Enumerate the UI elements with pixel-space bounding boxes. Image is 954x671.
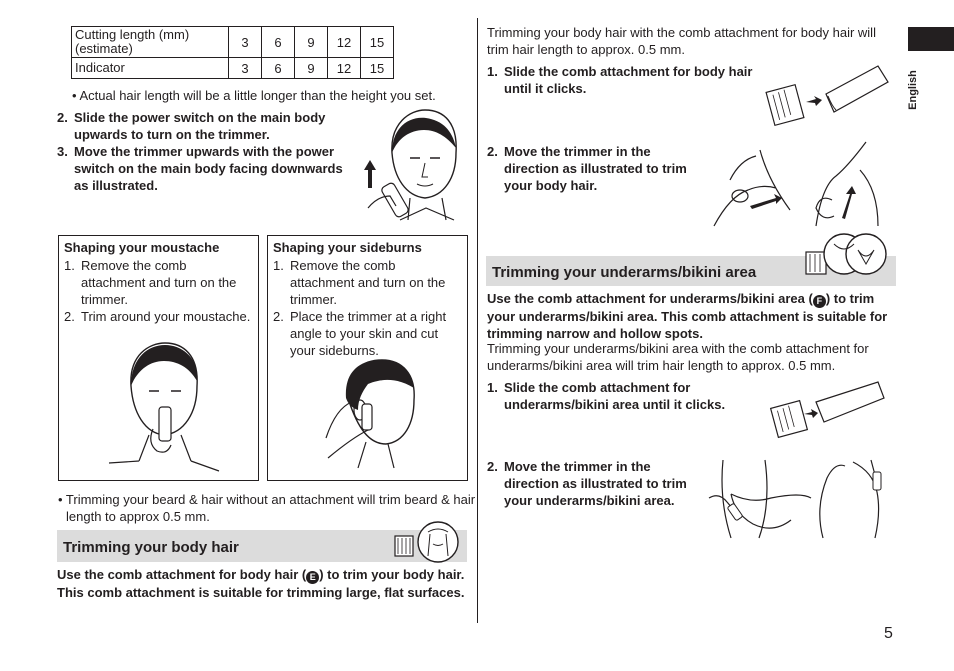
- step-text: Slide the comb attachment for underarms/bikini area until it clicks.: [504, 380, 726, 412]
- list-item: [64, 308, 254, 325]
- moustache-box-title: Shaping your moustache: [64, 240, 220, 255]
- underarms-intro: [487, 290, 897, 342]
- indicator-cell: 6: [262, 58, 295, 79]
- indicator-cell: 12: [328, 58, 361, 79]
- sideburns-box-title: Shaping your sideburns: [273, 240, 422, 255]
- step-text: Trim around your moustache.: [81, 309, 251, 324]
- body-comb-attach-illustration: [768, 62, 893, 130]
- list-item: [273, 257, 463, 308]
- step-text: Slide the comb attachment for body hair until it clicks.: [504, 64, 753, 96]
- underarms-trimming-illustration: [703, 458, 893, 540]
- step-text: Move the trimmer in the direction as illustrated to trim your underarms/bikini area.: [504, 459, 687, 508]
- table-row: [72, 27, 394, 58]
- indicator-cell: 15: [361, 58, 394, 79]
- step-number: 1.: [64, 258, 75, 273]
- step-number: 2.: [273, 309, 284, 324]
- body-trimming-illustration: [710, 140, 885, 230]
- note-beard-length: • Trimming your beard & hair without an attachment will trim beard & hair length to approx 0.5 mm.: [58, 492, 476, 524]
- cutting-length-label: Cutting length (mm) (estimate): [72, 27, 229, 58]
- step-3-move-trimmer: [57, 143, 347, 194]
- length-cell: 9: [295, 27, 328, 58]
- language-tab-block: [908, 27, 954, 51]
- step-number: 3.: [57, 144, 68, 159]
- length-cell: 12: [328, 27, 361, 58]
- intro-text: Use the comb attachment for underarms/bikini area (: [487, 291, 813, 306]
- body-hair-comb-icon: [395, 522, 465, 564]
- column-divider: [477, 18, 478, 623]
- step-number: 1.: [487, 64, 498, 79]
- underarms-comb-icon: [804, 230, 886, 280]
- sideburns-steps: [273, 257, 463, 359]
- moustache-box: [58, 235, 259, 481]
- step-number: 2.: [487, 144, 498, 159]
- step-number: 2.: [57, 110, 68, 125]
- moustache-illustration: [109, 341, 219, 476]
- sideburns-illustration: [318, 358, 428, 476]
- body-step-2: [487, 143, 697, 194]
- face-trimming-illustration: [360, 108, 470, 223]
- underarms-step-2: [487, 458, 697, 509]
- list-item: [64, 257, 254, 308]
- sideburns-box: [267, 235, 468, 481]
- step-text: Move the trimmer in the direction as illustrated to trim your body hair.: [504, 144, 687, 193]
- step-number: 2.: [64, 309, 75, 324]
- step-text: Place the trimmer at a right angle to your skin and cut your sideburns.: [290, 309, 447, 358]
- step-text: Remove the comb attachment and turn on the trimmer.: [290, 258, 446, 307]
- body-hair-heading: Trimming your body hair: [63, 539, 239, 556]
- length-cell: 3: [229, 27, 262, 58]
- table-row: [72, 58, 394, 79]
- step-2-power-switch: [57, 109, 347, 143]
- underarms-heading: Trimming your underarms/bikini area: [492, 264, 757, 281]
- cutting-length-table: [71, 26, 394, 79]
- body-hair-paragraph: Trimming your body hair with the comb attachment for body hair will trim hair length to approx. 0.5 mm.: [487, 25, 876, 57]
- underarms-comb-attach-illustration: [770, 380, 890, 442]
- page-number: 5: [884, 625, 893, 642]
- intro-text: ) to trim your underarms/bikini area. This comb attachment is suitable for trimming narrow and hollow spots.: [487, 291, 888, 341]
- body-step-1: [487, 63, 762, 97]
- length-cell: 15: [361, 27, 394, 58]
- length-cell: 6: [262, 27, 295, 58]
- underarms-step-1: [487, 379, 762, 413]
- step-text: Slide the power switch on the main body upwards to turn on the trimmer.: [74, 110, 326, 142]
- indicator-cell: 3: [229, 58, 262, 79]
- step-number: 1.: [487, 380, 498, 395]
- list-item: [273, 308, 463, 359]
- intro-text: Use the comb attachment for body hair (: [57, 567, 307, 582]
- language-label: English: [907, 70, 919, 110]
- step-number: 2.: [487, 459, 498, 474]
- language-tab: [906, 60, 920, 120]
- note-actual-length: • Actual hair length will be a little longer than the height you set.: [72, 88, 436, 103]
- step-text: Remove the comb attachment and turn on the trimmer.: [81, 258, 237, 307]
- attachment-e-badge: E: [306, 571, 319, 584]
- underarms-paragraph: Trimming your underarms/bikini area with the comb attachment for underarms/bikini area will trim hair length to approx. 0.5 mm.: [487, 341, 869, 373]
- attachment-f-badge: F: [813, 295, 826, 308]
- indicator-label: Indicator: [72, 58, 229, 79]
- intro-text: ) to trim your body hair. This comb attachment is suitable for trimming large, flat surfaces.: [57, 567, 465, 600]
- body-hair-intro: [57, 566, 467, 601]
- step-number: 1.: [273, 258, 284, 273]
- moustache-steps: [64, 257, 254, 325]
- indicator-cell: 9: [295, 58, 328, 79]
- step-text: Move the trimmer upwards with the power switch on the main body facing downwards as illustrated.: [74, 144, 343, 193]
